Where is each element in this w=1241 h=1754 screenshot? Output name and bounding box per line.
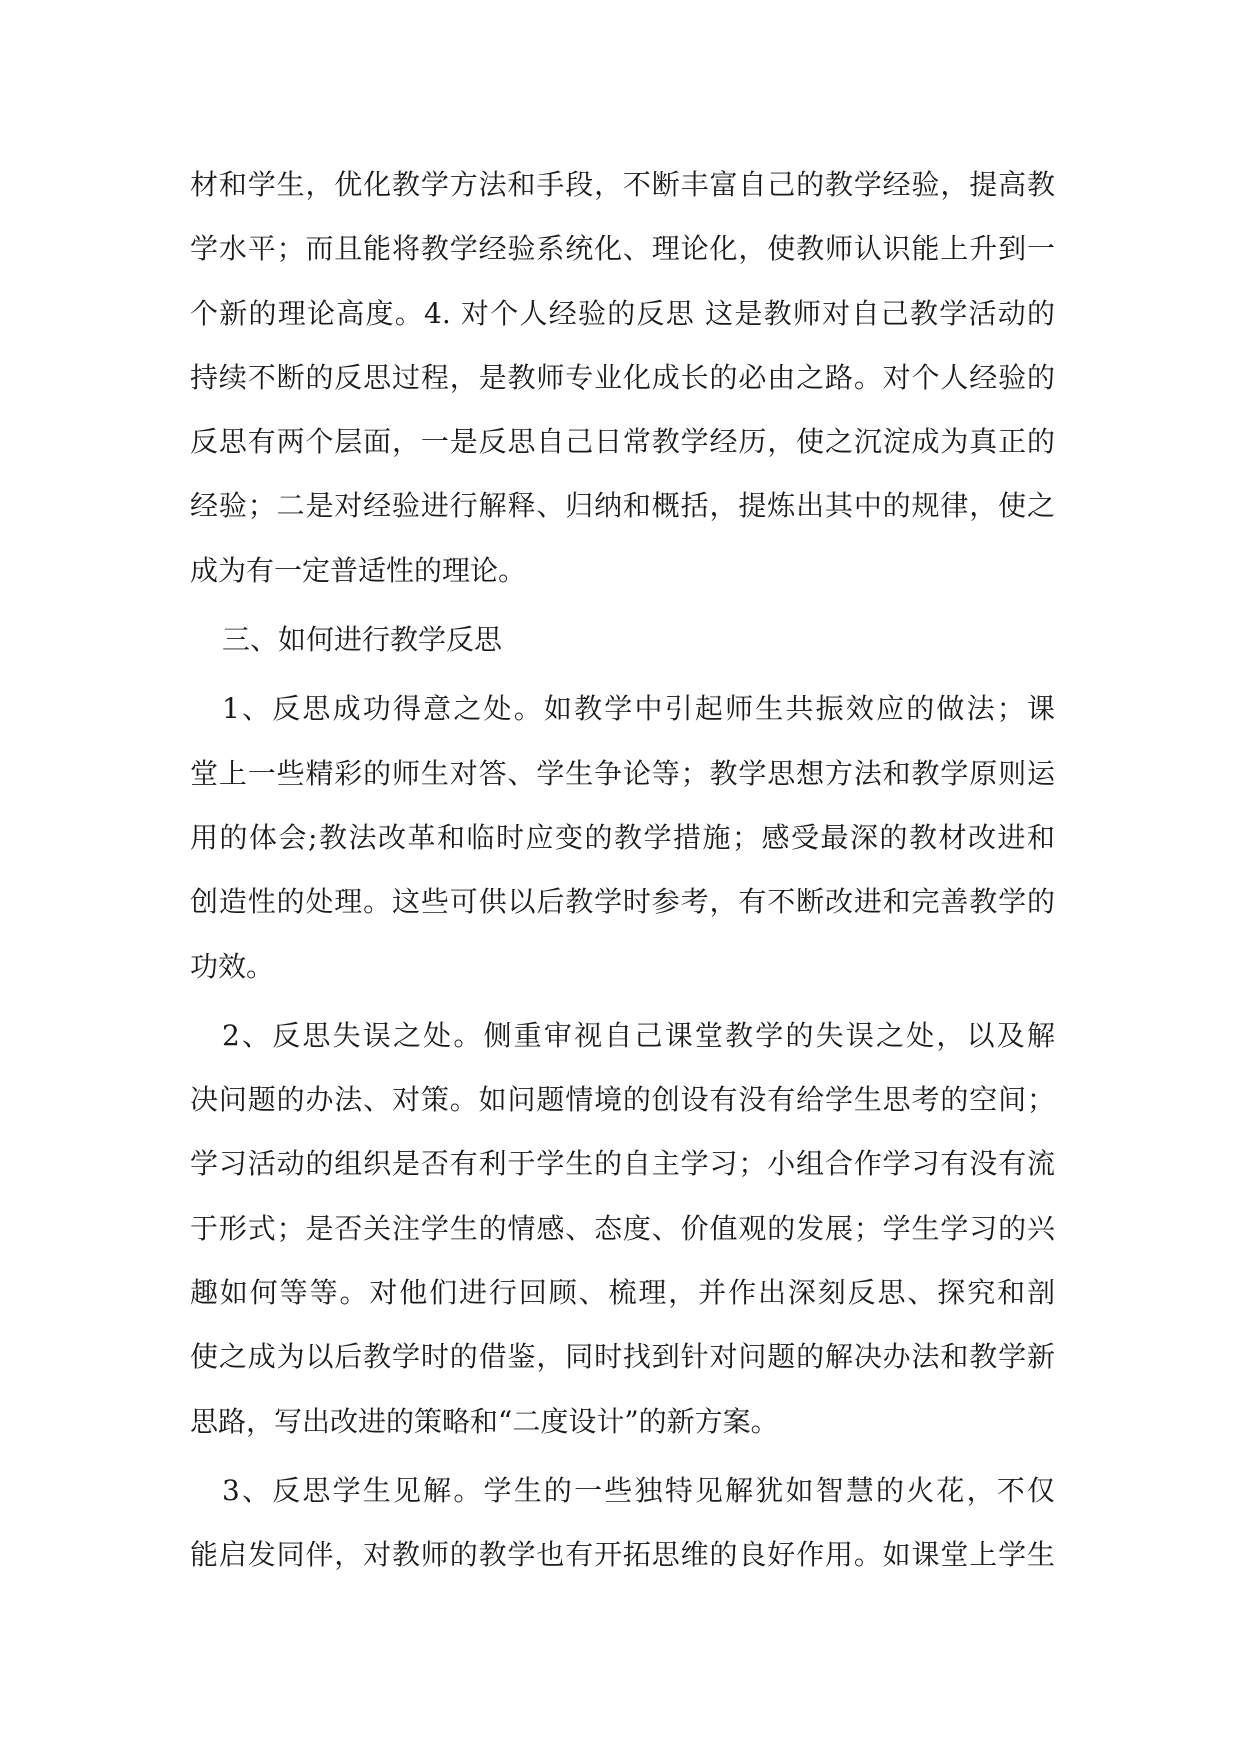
text-line: 学习活动的组织是否有利于学生的自主学习；小组合作学习有没有流 [190, 1147, 1055, 1181]
text-line: 决问题的办法、对策。如问题情境的创设有没有给学生思考的空间； [190, 1083, 1055, 1117]
text-line: 趣如何等等。对他们进行回顾、梳理，并作出深刻反思、探究和剖 [190, 1276, 1055, 1310]
section-heading [190, 608, 1055, 672]
paragraph-reflect-mistakes [190, 1004, 1055, 1454]
document-body [190, 153, 1055, 1593]
text-line: 反思有两个层面，一是反思自己日常教学经历，使之沉淀成为真正的 [190, 425, 1055, 459]
text-line: 1、反思成功得意之处。如教学中引起师生共振效应的做法；课 [222, 692, 1055, 726]
paragraph-reflection-on-experience [190, 153, 1055, 603]
paragraph-reflect-successes [190, 677, 1055, 998]
text-line: 材和学生，优化教学方法和手段，不断丰富自己的教学经验，提高教 [190, 168, 1055, 201]
text-line: 持续不断的反思过程，是教师专业化成长的必由之路。对个人经验的 [190, 360, 1055, 394]
text-line: 思路，写出改进的策略和“二度设计”的新方案。 [190, 1404, 779, 1438]
section-heading-text: 三、如何进行教学反思 [222, 623, 503, 657]
text-line: 使之成为以后教学时的借鉴，同时找到针对问题的解决办法和教学新 [190, 1340, 1055, 1374]
text-line: 堂上一些精彩的师生对答、学生争论等；教学思想方法和教学原则运 [190, 756, 1055, 790]
text-line: 成为有一定普适性的理论。 [190, 553, 527, 587]
text-line: 于形式；是否关注学生的情感、态度、价值观的发展；学生学习的兴 [190, 1211, 1055, 1245]
paragraph-reflect-student-insights [190, 1459, 1055, 1588]
text-line: 3、反思学生见解。学生的一些独特见解犹如智慧的火花，不仅 [222, 1473, 1055, 1507]
text-line: 2、反思失误之处。侧重审视自己课堂教学的失误之处，以及解 [222, 1018, 1055, 1052]
text-line: 个新的理论高度。4. 对个人经验的反思 这是教师对自己教学活动的 [190, 296, 1055, 330]
text-line: 功效。 [190, 949, 275, 983]
text-line: 能启发同伴，对教师的教学也有开拓思维的良好作用。如课堂上学生 [190, 1538, 1055, 1572]
text-line: 经验；二是对经验进行解释、归纳和概括，提炼出其中的规律，使之 [190, 489, 1055, 523]
text-line: 创造性的处理。这些可供以后教学时参考，有不断改进和完善教学的 [190, 885, 1055, 919]
text-line: 学水平；而且能将教学经验系统化、理论化，使教师认识能上升到一 [190, 232, 1055, 266]
text-line: 用的体会;教法改革和临时应变的教学措施；感受最深的教材改进和 [190, 820, 1055, 854]
